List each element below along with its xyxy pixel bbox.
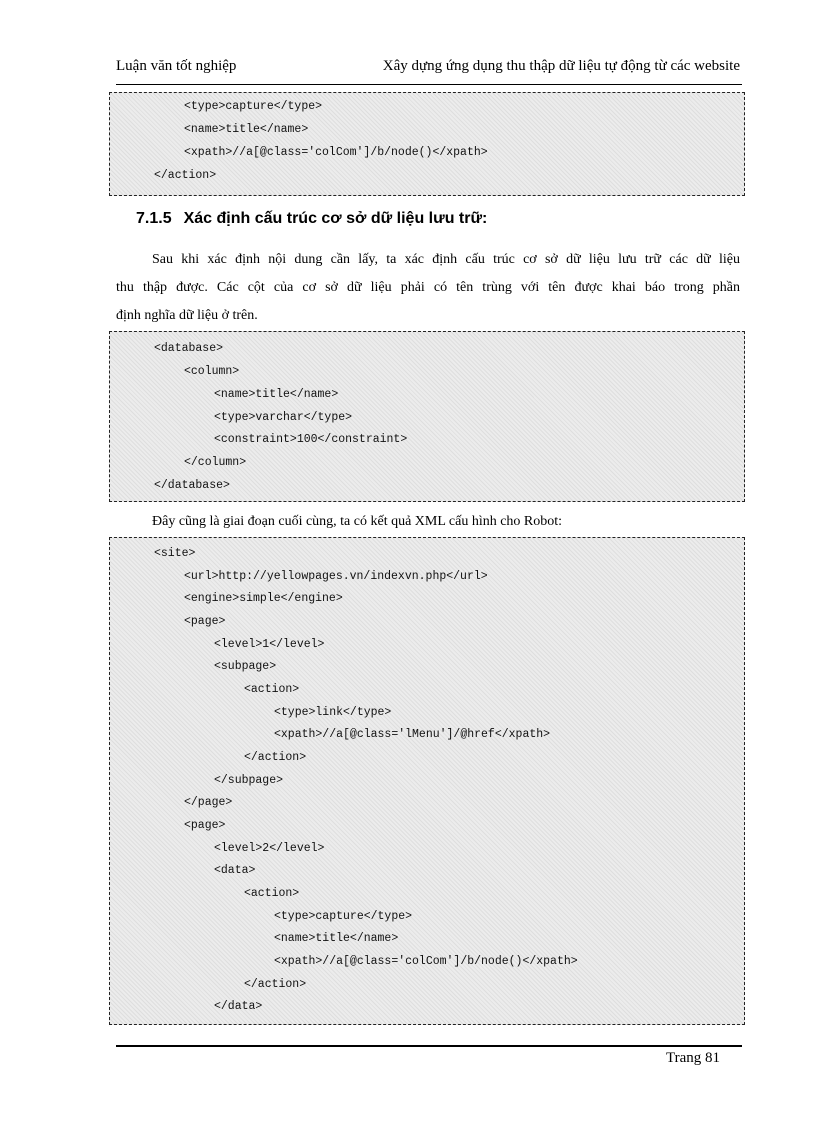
code-block-1 <box>109 92 745 196</box>
code-line: <name>title</name> <box>214 388 339 401</box>
code-line: </data> <box>214 1000 263 1013</box>
code-line: <database> <box>154 342 224 355</box>
code-line: <type>capture</type> <box>184 100 323 113</box>
code-line: <url>http://yellowpages.vn/indexvn.php</url> <box>184 570 488 583</box>
code-line: <page> <box>184 615 226 628</box>
code-line: <type>varchar</type> <box>214 411 353 424</box>
paragraph-line: Đây cũng là giai đoạn cuối cùng, ta có kết quả XML cấu hình cho Robot: <box>152 514 563 529</box>
code-line: <action> <box>244 683 300 696</box>
code-line: <xpath>//a[@class='lMenu']/@href</xpath> <box>274 728 551 741</box>
code-line: </database> <box>154 479 230 492</box>
section-title: Xác định cấu trúc cơ sở dữ liệu lưu trữ: <box>183 210 488 227</box>
code-line: <constraint>100</constraint> <box>214 433 408 446</box>
paragraph-line: Sau khi xác định nội dung cần lấy, ta xác định cấu trúc cơ sở dữ liệu lưu trữ các dữ liệu <box>152 252 740 267</box>
code-line: <xpath>//a[@class='colCom']/b/node()</xpath> <box>184 146 488 159</box>
header-right-title: Xây dựng ứng dụng thu thập dữ liệu tự động từ các website <box>382 58 740 74</box>
code-line: <name>title</name> <box>184 123 309 136</box>
page-number: Trang 81 <box>665 1050 720 1066</box>
code-line: <action> <box>244 887 300 900</box>
code-line: </column> <box>184 456 247 469</box>
code-line: <column> <box>184 365 240 378</box>
code-line: <data> <box>214 864 256 877</box>
page-header <box>116 58 740 80</box>
code-line: <type>capture</type> <box>274 910 413 923</box>
code-line: <site> <box>154 547 196 560</box>
code-line: <type>link</type> <box>274 706 392 719</box>
code-line: </action> <box>244 978 307 991</box>
code-block-2 <box>109 331 745 502</box>
code-line: <level>2</level> <box>214 842 325 855</box>
code-line: </subpage> <box>214 774 284 787</box>
code-line: <subpage> <box>214 660 277 673</box>
section-heading <box>136 210 487 228</box>
code-line: <page> <box>184 819 226 832</box>
paragraph-line: định nghĩa dữ liệu ở trên. <box>116 308 258 323</box>
section-number: 7.1.5 <box>136 210 172 227</box>
header-rule <box>116 84 742 85</box>
code-block-3 <box>109 537 745 1025</box>
code-line: <xpath>//a[@class='colCom']/b/node()</xpath> <box>274 955 578 968</box>
code-line: </action> <box>244 751 307 764</box>
paragraph-line: thu thập được. Các cột của cơ sở dữ liệu phải có tên trùng với tên được khai báo trong phần <box>116 280 740 295</box>
code-line: <name>title</name> <box>274 932 399 945</box>
code-line: </page> <box>184 796 233 809</box>
header-left-title: Luận văn tốt nghiệp <box>116 58 237 74</box>
code-line: <engine>simple</engine> <box>184 592 343 605</box>
code-line: </action> <box>154 169 217 182</box>
code-line: <level>1</level> <box>214 638 325 651</box>
footer-rule <box>116 1045 742 1047</box>
